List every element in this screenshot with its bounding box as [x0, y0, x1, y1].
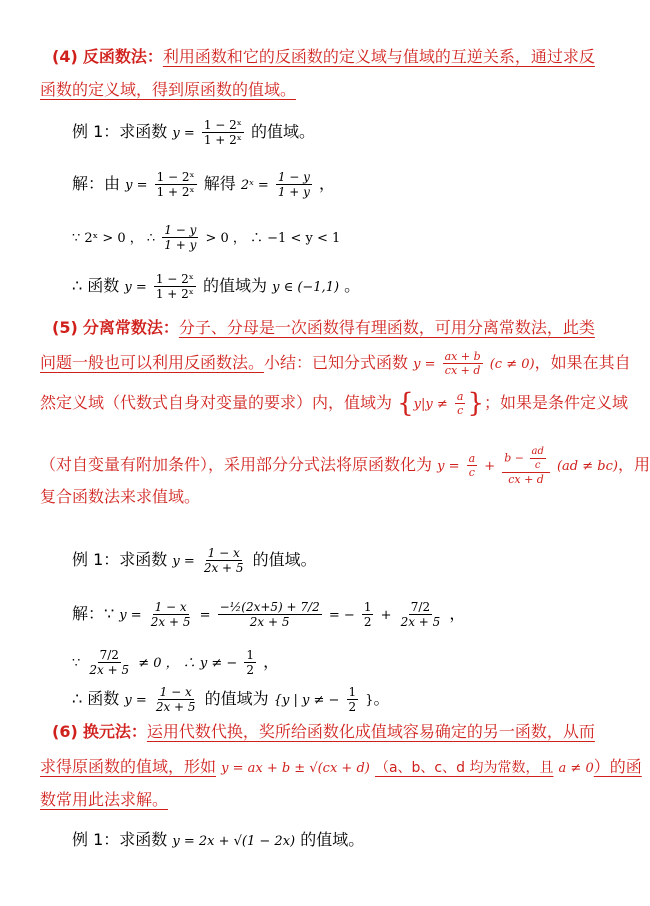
section5-number: (5) — [52, 318, 78, 337]
solution2-half3: $\frac{1}{2}$ — [348, 685, 357, 714]
example2: 例 1：求函数 y = $\frac{1 - x}{2x + 5}$ 的值域。 — [72, 546, 317, 575]
example1-y: y = — [172, 126, 195, 141]
section6-line1: (6) 换元法：运用代数代换，奖所给函数化成值域容易确定的另一函数，从而 — [52, 722, 595, 741]
example1-fraction: $\frac{\text{1 − 2ˣ}}{\text{1 + 2ˣ}}$ — [203, 118, 242, 147]
solution2-half: $\frac{1}{2}$ — [363, 600, 372, 629]
solution1-frac3: $\frac{1 - y}{1 + y}$ — [164, 223, 197, 252]
example3: 例 1：求函数 y = 2x + √(1 − 2x) 的值域。 — [72, 830, 365, 849]
solution2-line3: ∴ 函数 y = $\frac{1 - x}{2x + 5}$ 的值域为 {y | y ≠ − $\frac{1}{2}$ }。 — [72, 685, 390, 714]
example1 — [72, 118, 315, 147]
section5-frac2: $\frac{a}{c}$ — [456, 390, 464, 417]
solution2-half2: $\frac{1}{2}$ — [246, 648, 255, 677]
section5-frac3: $\frac{a}{c}$ — [468, 452, 476, 479]
section5-frac1: $\frac{ax + b}{cx + d}$ — [444, 350, 481, 377]
section5-line1: (5) 分离常数法：分子、分母是一次函数得有理函数，可用分离常数法，此类 — [52, 318, 595, 337]
section6-line3: 数常用此法求解。 — [40, 790, 169, 809]
section5-line5: 复合函数法来求值域。 — [40, 487, 201, 506]
section6-line2: 求得原函数的值域，形如 y = ax + b ± √(cx + d) （a、b、c、d 均为常数，且 a ≠ 0）的函 — [40, 757, 642, 776]
section5-line2: 问题一般也可以利用反函数法。小结：已知分式函数 y = $\frac{ax + b}{cx + d}$ (c ≠ 0)，如果在其自 — [40, 350, 631, 377]
solution1-line1: 解：由 y = $\frac{\text{1 − 2ˣ}}{\text{1 + 2ˣ}}$ 解得 2ˣ = $\frac{1 - y}{1 + y}$ ， — [72, 170, 336, 199]
section4-line1 — [52, 47, 595, 67]
solution2-frac4: $\frac{7/2}{2x + 5}$ — [89, 648, 130, 677]
example1-label: 例 1：求函数 — [72, 122, 168, 141]
solution2-line1: 解：∵ y = $\frac{1 - x}{2x + 5}$ = $\frac{\text{−½(2x+5) + 7/2}}{2x + 5}$ = − $\frac{1}{2}$ + $\frac{7/2}{2x + 5}$ ， — [72, 600, 466, 629]
section4-title: 反函数法： — [82, 47, 163, 66]
section5-frac4: b − $\frac{ad}{c}$ cx + d — [502, 445, 550, 486]
solution1-frac4: $\frac{\text{1 − 2ˣ}}{\text{1 + 2ˣ}}$ — [155, 272, 194, 301]
example2-fraction: $\frac{1 - x}{2x + 5}$ — [203, 546, 244, 575]
solution2-frac5: $\frac{1 - x}{2x + 5}$ — [155, 685, 196, 714]
section4-line2: 函数的定义域，得到原函数的值域。 — [40, 80, 297, 99]
solution2-frac3: $\frac{7/2}{2x + 5}$ — [400, 600, 441, 629]
solution1-line2: ∵ 2ˣ > 0 ， ∴ $\frac{1 - y}{1 + y}$ > 0 ， ∴ −1 < y < 1 — [72, 223, 341, 252]
solution1-frac2: $\frac{1 - y}{1 + y}$ — [277, 170, 310, 199]
section6-number: (6) — [52, 722, 78, 741]
solution1-line3: ∴ 函数 y = $\frac{\text{1 − 2ˣ}}{\text{1 + 2ˣ}}$ 的值域为 y ∈ (−1,1) 。 — [72, 272, 361, 301]
solution2-frac2: $\frac{\text{−½(2x+5) + 7/2}}{2x + 5}$ — [219, 600, 320, 629]
section5-line4: （对自变量有附加条件），采用部分分式法将原函数化为 y = $\frac{a}{c}$ + b − $\frac{ad}{c}$ cx + d (ad ≠ bc)，用 — [40, 446, 650, 486]
section4-number: (4) — [52, 47, 78, 66]
section5-title: 分离常数法： — [82, 318, 179, 337]
solution2-frac1: $\frac{1 - x}{2x + 5}$ — [150, 600, 191, 629]
solution1-frac1: $\frac{\text{1 − 2ˣ}}{\text{1 + 2ˣ}}$ — [156, 170, 195, 199]
example1-tail: 的值域。 — [250, 122, 315, 141]
section5-line3: 然定义域（代数式自身对变量的要求）内，值域为 {y|y ≠ $\frac{a}{c}$ }；如果是条件定义域 — [40, 388, 628, 419]
section4-desc1: 利用函数和它的反函数的定义域与值域的互逆关系，通过求反 — [162, 47, 595, 66]
solution2-line2: ∵ $\frac{7/2}{2x + 5}$ ≠ 0 ， ∴ y ≠ − $\frac{1}{2}$ ， — [72, 648, 280, 677]
section6-title: 换元法： — [82, 722, 147, 741]
